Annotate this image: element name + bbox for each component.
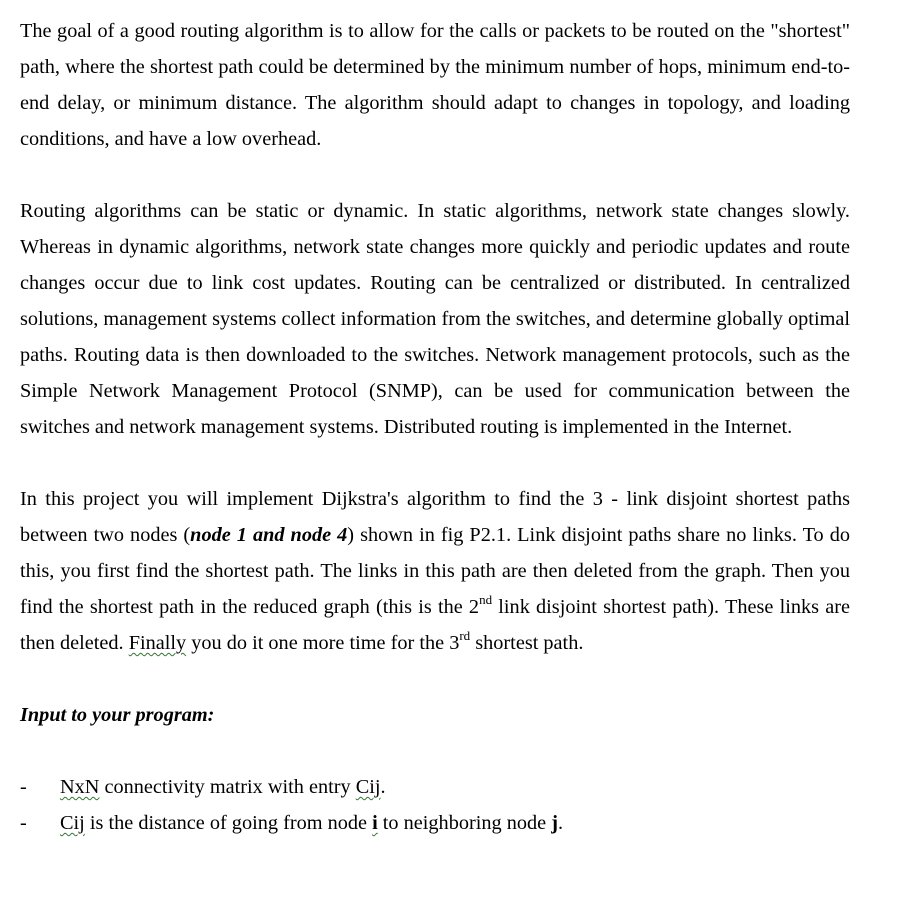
p3-node-emphasis: node 1 and node 4: [190, 524, 348, 546]
bullet-node-j: j: [551, 812, 558, 834]
bullet-item-distance: [20, 805, 850, 841]
p3-text-2: ) shown in fig P2.1. Link disjoint paths share no links. To do this, you first find the shortest path. The links in this path are then deleted from the graph. Then you find the shortest path in the reduced graph (this is the 2: [20, 524, 850, 618]
bullet-text: to neighboring node: [377, 812, 552, 834]
paragraph-routing-goal: The goal of a good routing algorithm is to allow for the calls or packets to be routed on the "shortest" path, where the shortest path could be determined by the minimum number of hops, minimum end-to-end delay, or minimum distance. The algorithm should adapt to changes in topology, and loading conditions, and have a low overhead.: [20, 20, 850, 150]
bullet-dash: -: [20, 776, 27, 798]
bullet-text: .: [380, 776, 386, 798]
bullet-item-matrix: [20, 769, 850, 805]
bullet-dash: -: [20, 812, 27, 834]
p3-text-3: link disjoint shortest path). These links are then deleted.: [20, 596, 850, 654]
p3-finally-word: Finally: [128, 632, 187, 654]
paragraph-routing-types: Routing algorithms can be static or dynamic. In static algorithms, network state changes slowly. Whereas in dynamic algorithms, network state changes more quickly and periodic updates and route changes occur due to link cost updates. Routing can be centralized or distributed. In centralized solutions, management systems collect information from the switches, and determine globally optimal paths. Routing data is then downloaded to the switches. Network management protocols, such as the Simple Network Management Protocol (SNMP), can be used for communication between the switches and network management systems. Distributed routing is implemented in the Internet.: [20, 200, 850, 438]
p3-superscript-nd: nd: [479, 592, 493, 608]
p3-text-4: you do it one more time for the 3: [186, 632, 460, 654]
bullet-node-i: i: [372, 812, 378, 834]
p3-superscript-rd: rd: [459, 628, 471, 644]
document-page: [20, 13, 850, 841]
bullet-text: is the distance of going from node: [84, 812, 373, 834]
input-heading: Input to your program:: [20, 704, 215, 726]
input-bullet-list: [20, 769, 850, 841]
bullet-cij: Cij: [60, 812, 85, 834]
bullet-text: .: [557, 812, 564, 834]
bullet-cij: Cij: [355, 776, 381, 798]
bullet-text: connectivity matrix with entry: [99, 776, 356, 798]
paragraph-project-description: [20, 481, 850, 661]
bullet-nxn: NxN: [60, 776, 100, 798]
p3-text-5: shortest path.: [470, 632, 584, 654]
p3-text-1: In this project you will implement Dijkstra's algorithm to find the 3 - link disjoint shortest paths between two nodes (: [20, 488, 850, 546]
